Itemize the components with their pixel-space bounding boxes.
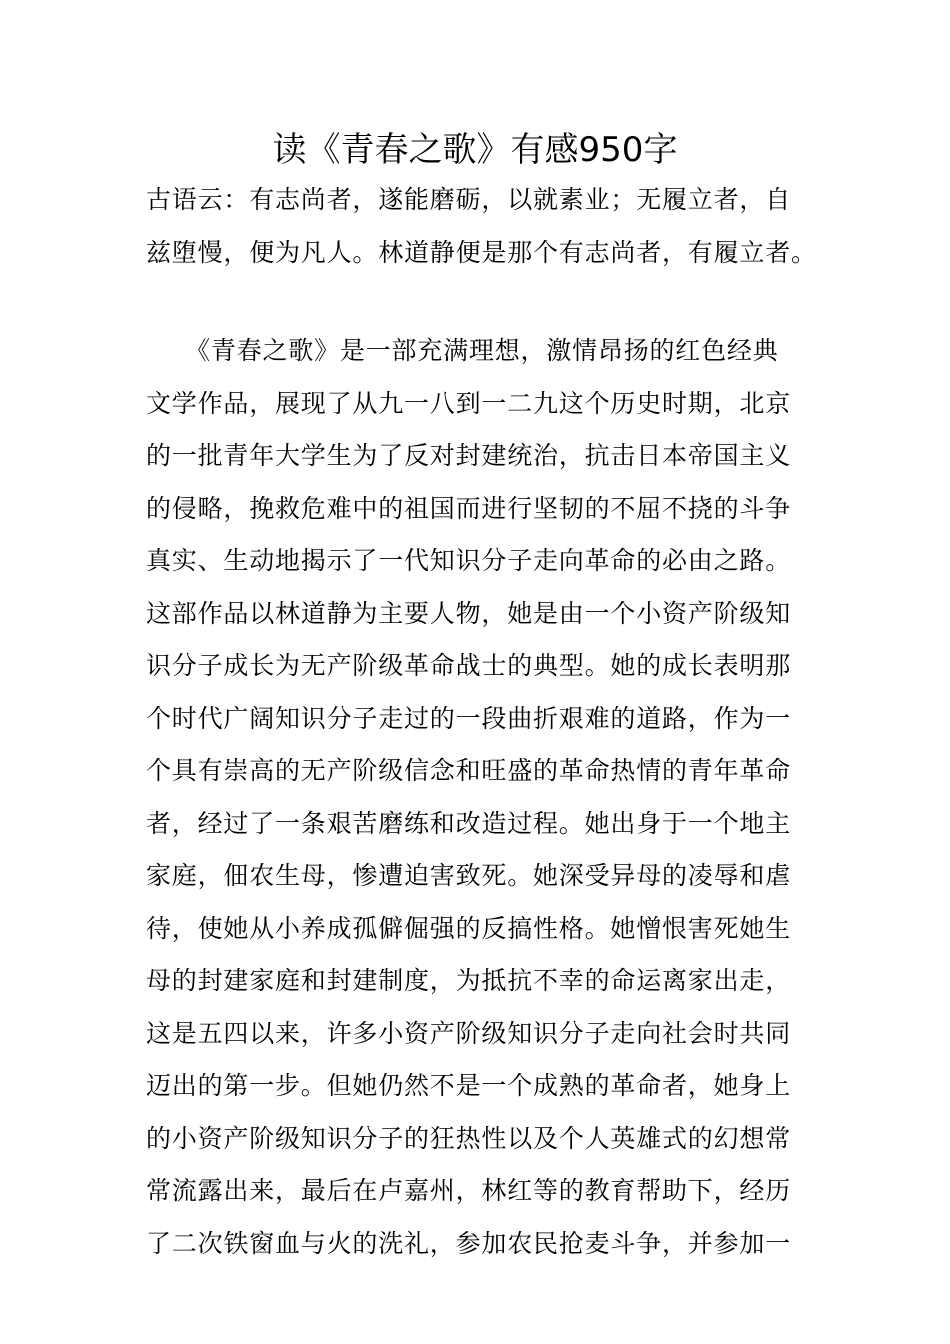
text-line: 这是五四以来，许多小资产阶级知识分子走向社会时共同 (146, 1018, 792, 1048)
text-line: 的一批青年大学生为了反对封建统治，抗击日本帝国主义 (146, 441, 792, 470)
text-line: 真实、生动地揭示了一代知识分子走向革命的必由之路。 (146, 546, 792, 575)
paragraph-body (146, 325, 814, 1270)
text-line: 古语云：有志尚者，遂能磨砺，以就素业；无履立者，自 (146, 185, 792, 214)
text-line: 了二次铁窗血与火的洗礼，参加农民抢麦斗争，并参加一 (146, 1228, 792, 1258)
text-line: 常流露出来，最后在卢嘉州，林红等的教育帮助下，经历 (146, 1176, 792, 1205)
text-line: 迈出的第一步。但她仍然不是一个成熟的革命者，她身上 (146, 1071, 792, 1100)
text-line: 母的封建家庭和封建制度，为抵抗不幸的命运离家出走， (146, 966, 792, 995)
text-line: 文学作品，展现了从九一八到一二九这个历史时期，北京 (146, 388, 792, 418)
text-line: 个具有崇高的无产阶级信念和旺盛的革命热情的青年革命 (146, 756, 792, 785)
paragraph-intro (146, 174, 817, 279)
text-line: 《青春之歌》是一部充满理想，激情昂扬的红色经典 (146, 336, 779, 365)
text-line: 者，经过了一条艰苦磨练和改造过程。她出身于一个地主 (146, 808, 792, 838)
text-line: 个时代广阔知识分子走过的一段曲折艰难的道路，作为一 (146, 703, 792, 733)
text-line: 兹堕慢，便为凡人。林道静便是那个有志尚者，有履立者。 (146, 237, 817, 267)
text-line: 家庭，佃农生母，惨遭迫害致死。她深受异母的凌辱和虐 (146, 861, 792, 890)
text-line: 的侵略，挽救危难中的祖国而进行坚韧的不屈不挠的斗争 (146, 493, 792, 523)
document-title: 读《青春之歌》有感950字 (272, 130, 678, 170)
text-line: 这部作品以林道静为主要人物，她是由一个小资产阶级知 (146, 598, 792, 628)
text-line: 识分子成长为无产阶级革命战士的典型。她的成长表明那 (146, 651, 792, 680)
text-line: 待，使她从小养成孤僻倔强的反搞性格。她憎恨害死她生 (146, 913, 792, 943)
text-line: 的小资产阶级知识分子的狂热性以及个人英雄式的幻想常 (146, 1123, 792, 1153)
